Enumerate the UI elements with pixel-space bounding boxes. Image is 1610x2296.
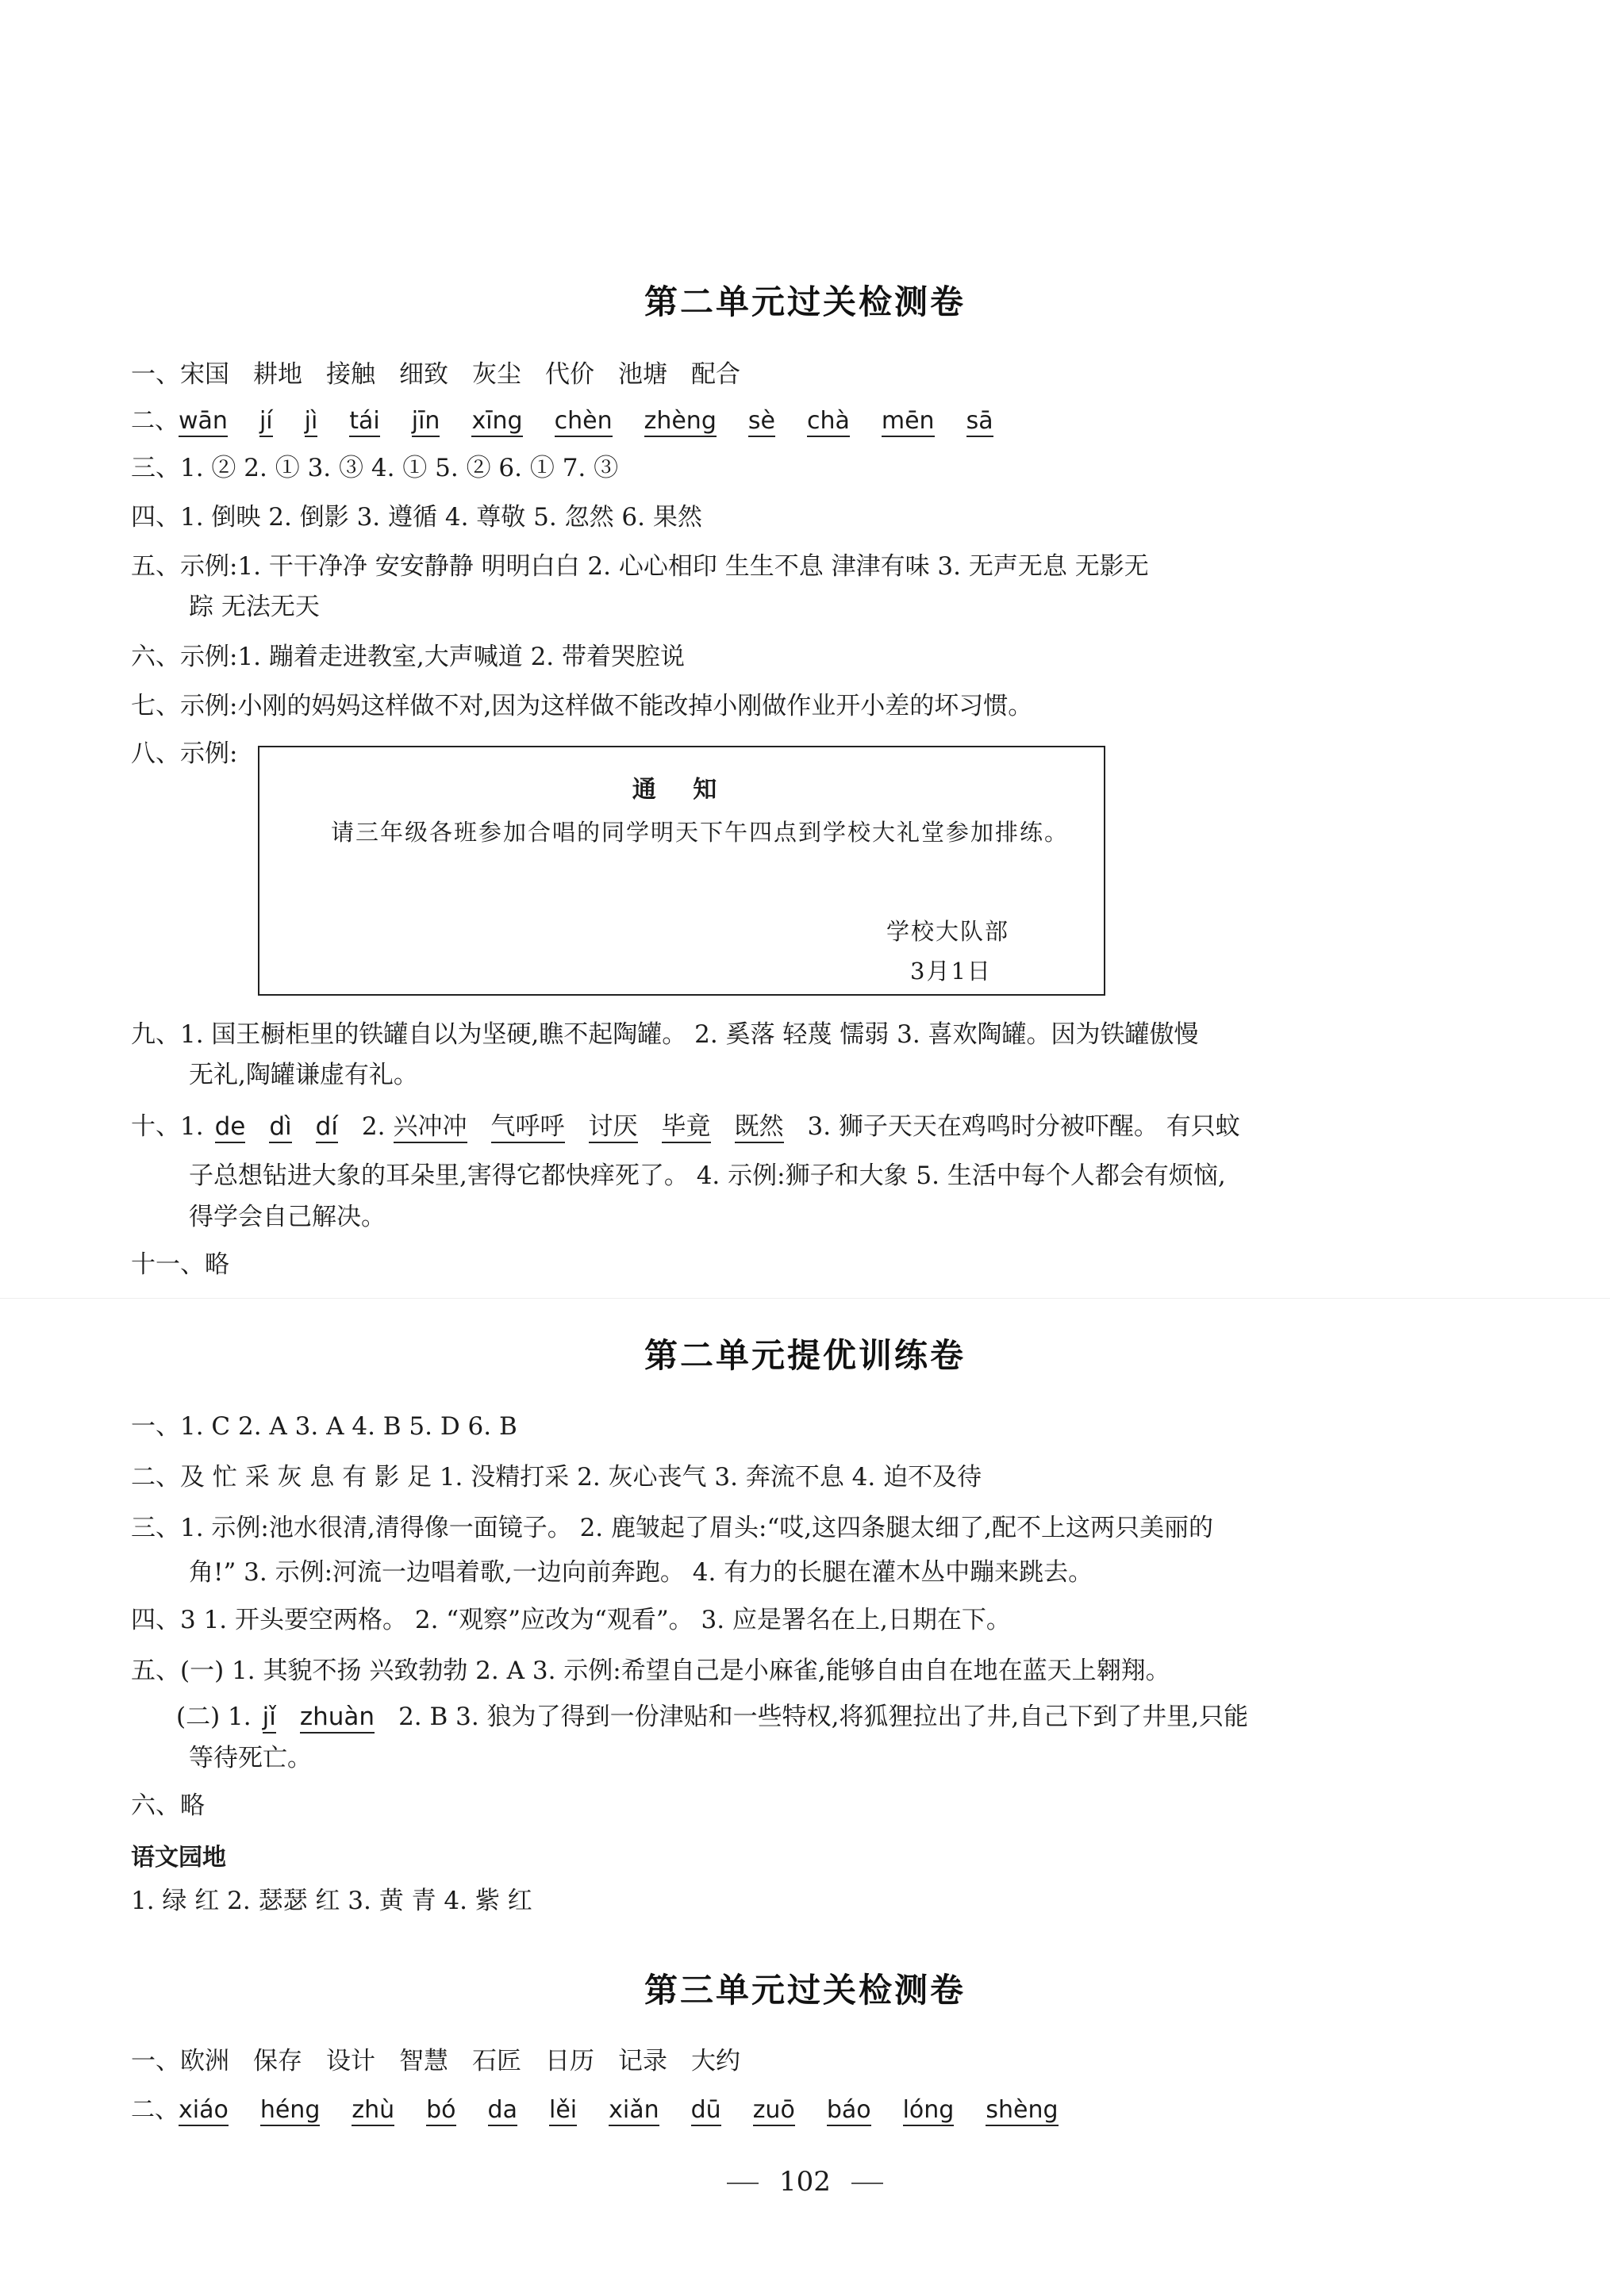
notice-body: 请三年级各班参加合唱的同学明天下午四点到学校大礼堂参加排练。: [331, 819, 1070, 846]
word: 日历: [545, 2047, 594, 2075]
pinyin: tái: [349, 407, 379, 437]
u2test-q2-pinyin: 二、wān jí jì tái jīn xīng chèn zhèng sè chà mēn sā: [131, 405, 1025, 437]
u2adv-q1: 一、1. C 2. A 3. A 4. B 5. D 6. B: [131, 1412, 517, 1441]
u2adv-q2: 二、及 忙 采 灰 息 有 影 足 1. 没精打采 2. 灰心丧气 3. 奔流不息 4. 迫不及待: [131, 1463, 982, 1492]
underlined-word: 既然: [735, 1112, 784, 1143]
pinyin: chà: [807, 407, 850, 437]
yuwen-garden-answers: 1. 绿 红 2. 瑟瑟 红 3. 黄 青 4. 紫 红: [131, 1887, 532, 1915]
underlined-word: 兴冲冲: [394, 1112, 467, 1143]
section-title-unit2-advanced: 第二单元提优训练卷: [644, 1336, 966, 1375]
pinyin: dì: [269, 1112, 291, 1143]
page-number: 102: [779, 2166, 831, 2198]
word: 代价: [545, 360, 594, 389]
pinyin: mēn: [882, 407, 935, 437]
yuwen-garden-heading: 语文园地: [131, 1844, 226, 1872]
word: 池塘: [618, 360, 667, 389]
u2adv-q5-line1: 五、(一) 1. 其貌不扬 兴致勃勃 2. A 3. 示例:希望自己是小麻雀,能够自由自在地在蓝天上翱翔。: [131, 1657, 1170, 1685]
u2test-q10-line1: 十、1. de dì dí 2. 兴冲冲 气呼呼 讨厌 毕竟 既然 3. 狮子天天在鸡鸣时分被吓醒。 有只蚊: [131, 1111, 1240, 1142]
u2test-q3: 三、1. ② 2. ① 3. ③ 4. ① 5. ② 6. ① 7. ③: [131, 454, 619, 482]
word: 智慧: [399, 2047, 448, 2075]
pinyin: da: [488, 2096, 517, 2126]
pinyin: jí: [259, 407, 273, 437]
underlined-word: 毕竟: [662, 1112, 711, 1143]
u2test-q1: 一、宋国 耕地 接触 细致 灰尘 代价 池塘 配合: [131, 360, 740, 389]
page-footer: [0, 2166, 1610, 2198]
u3test-q1: 一、欧洲 保存 设计 智慧 石匠 日历 记录 大约: [131, 2047, 740, 2075]
u2test-q10-line3: 得学会自己解决。: [189, 1203, 386, 1231]
u2adv-q5-line3: 等待死亡。: [189, 1744, 312, 1772]
pinyin: báo: [827, 2096, 871, 2126]
u2test-q10-line2: 子总想钻进大象的耳朵里,害得它都快痒死了。 4. 示例:狮子和大象 5. 生活中每个人都会有烦恼,: [189, 1161, 1226, 1190]
pinyin: xīng: [471, 407, 522, 437]
u2test-q7: 七、示例:小刚的妈妈这样做不对,因为这样做不能改掉小刚做作业开小差的坏习惯。: [131, 692, 1033, 720]
pinyin: chèn: [555, 407, 613, 437]
pinyin: zhèng: [644, 407, 717, 437]
pinyin: lóng: [903, 2096, 955, 2126]
word: 设计: [326, 2047, 375, 2075]
pinyin: zuō: [753, 2096, 795, 2126]
footer-dash-left: [727, 2183, 759, 2184]
pinyin: de: [215, 1112, 246, 1143]
pinyin: xiáo: [179, 2096, 229, 2126]
underlined-word: 气呼呼: [491, 1112, 565, 1143]
u2test-q6: 六、示例:1. 蹦着走进教室,大声喊道 2. 带着哭腔说: [131, 643, 686, 671]
u2test-q5-line2: 踪 无法无天: [189, 593, 320, 621]
word: 接触: [326, 360, 375, 389]
word: 细致: [399, 360, 448, 389]
u2adv-q4: 四、3 1. 开头要空两格。 2. “观察”应改为“观看”。 3. 应是署名在上,日期在下。: [131, 1606, 1011, 1634]
pinyin: shèng: [986, 2096, 1058, 2126]
notice-title: 通 知: [632, 776, 732, 804]
u2adv-q6: 六、略: [131, 1791, 205, 1820]
pinyin: héng: [260, 2096, 321, 2126]
u2test-q5-line1: 五、示例:1. 干干净净 安安静静 明明白白 2. 心心相印 生生不息 津津有味 3. 无声无息 无影无: [131, 552, 1149, 581]
notice-signature: 学校大队部: [886, 918, 1010, 945]
u2test-q8-label: 八、示例:: [131, 739, 238, 768]
word: 灰尘: [472, 360, 521, 389]
pinyin: sè: [748, 407, 775, 437]
word: 耕地: [253, 360, 302, 389]
pinyin: lěi: [549, 2096, 577, 2126]
word: 保存: [253, 2047, 302, 2075]
u2test-q4: 四、1. 倒映 2. 倒影 3. 遵循 4. 尊敬 5. 忽然 6. 果然: [131, 503, 702, 532]
u2test-q9-line2: 无礼,陶罐谦虚有礼。: [189, 1061, 418, 1089]
word: 石匠: [472, 2047, 521, 2075]
section-title-unit3-test: 第三单元过关检测卷: [644, 1971, 966, 2010]
pinyin: wān: [179, 407, 228, 437]
word: 宋国: [180, 360, 229, 389]
pinyin: jǐ: [263, 1703, 276, 1734]
u2adv-q3-line1: 三、1. 示例:池水很清,清得像一面镜子。 2. 鹿皱起了眉头:“哎,这四条腿太细了,配不上这两只美丽的: [131, 1514, 1214, 1542]
pinyin: dū: [691, 2096, 721, 2126]
u3test-q2-pinyin: 二、xiáo héng zhù bó da lěi xiǎn dū zuō báo lóng shèng: [131, 2094, 1090, 2126]
section-title-unit2-test: 第二单元过关检测卷: [644, 282, 966, 321]
fold-divider: [0, 1298, 1610, 1299]
word: 大约: [691, 2047, 740, 2075]
pinyin: dí: [316, 1112, 338, 1143]
notice-date: 3月1日: [910, 958, 992, 985]
pinyin: jīn: [412, 407, 440, 437]
footer-dash-right: [851, 2183, 883, 2184]
underlined-word: 讨厌: [589, 1112, 638, 1143]
pinyin: zhù: [352, 2096, 394, 2126]
pinyin: zhuàn: [300, 1703, 375, 1734]
pinyin: bó: [426, 2096, 455, 2126]
word: 欧洲: [180, 2047, 229, 2075]
pinyin: jì: [305, 407, 318, 437]
word: 配合: [691, 360, 740, 389]
pinyin: xiǎn: [609, 2096, 659, 2126]
pinyin: sā: [966, 407, 993, 437]
notice-box: [258, 746, 1105, 996]
u2test-q11: 十一、略: [131, 1250, 229, 1279]
u2test-q9-line1: 九、1. 国王橱柜里的铁罐自以为坚硬,瞧不起陶罐。 2. 奚落 轻蔑 懦弱 3. 喜欢陶罐。因为铁罐傲慢: [131, 1020, 1199, 1049]
u2adv-q5-line2: (二) 1. jǐ zhuàn 2. B 3. 狼为了得到一份津贴和一些特权,将狐狸拉出了井,自己下到了井里,只能: [176, 1701, 1248, 1733]
word: 记录: [618, 2047, 667, 2075]
u2adv-q3-line2: 角!” 3. 示例:河流一边唱着歌,一边向前奔跑。 4. 有力的长腿在灌木丛中蹦来跳去。: [189, 1558, 1093, 1587]
